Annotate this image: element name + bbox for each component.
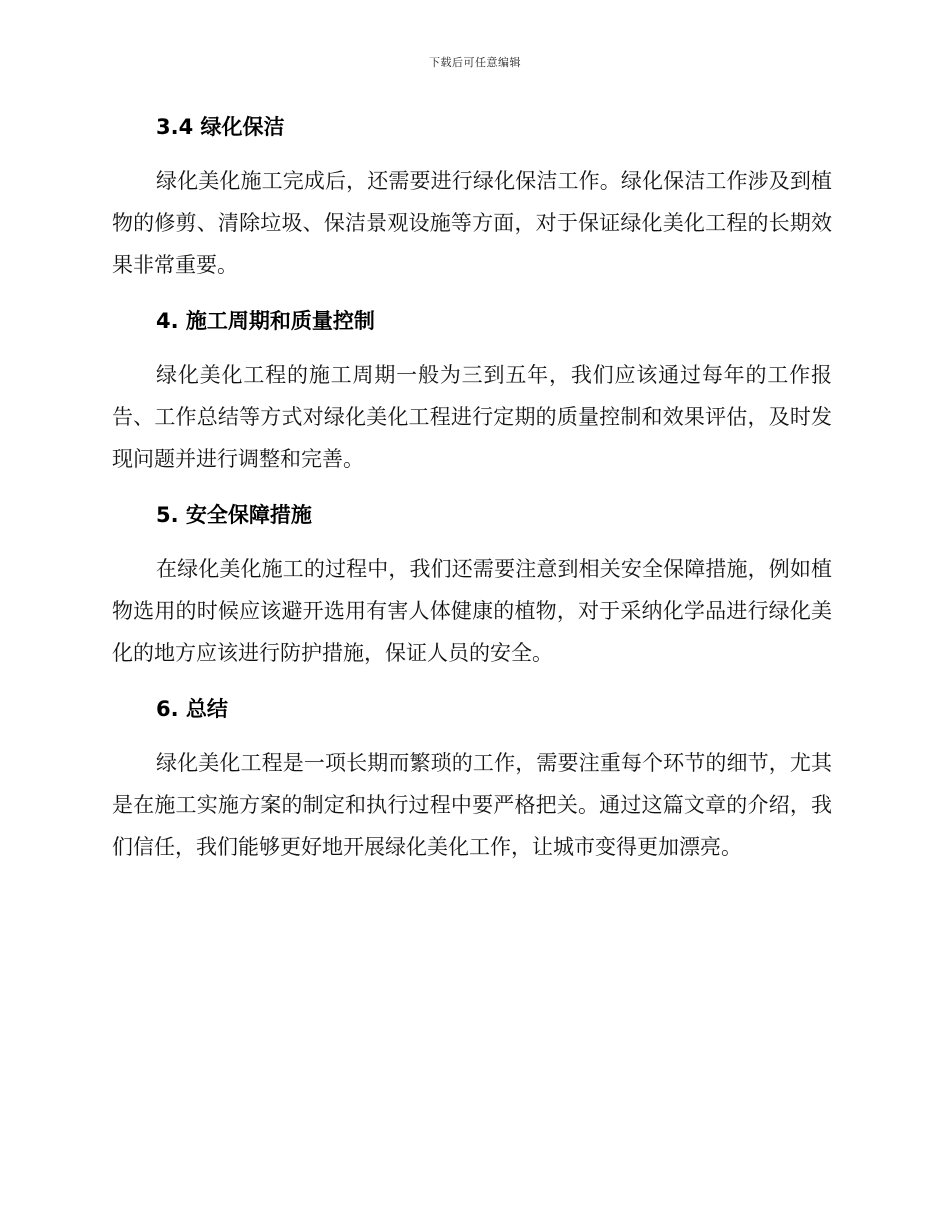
section-heading: 6. 总结 <box>156 697 228 721</box>
section-heading: 3.4 绿化保洁 <box>156 115 285 139</box>
section-greening-cleaning <box>112 108 832 286</box>
section-schedule-quality <box>112 302 832 480</box>
section-heading: 4. 施工周期和质量控制 <box>156 309 375 333</box>
page-header-note: 下载后可任意编辑 <box>429 56 521 69</box>
section-summary <box>112 690 832 868</box>
section-paragraph: 绿化美化工程的施工周期一般为三到五年，我们应该通过每年的工作报告、工作总结等方式对绿化美化工程进行定期的质量控制和效果评估，及时发现问题并进行调整和完善。 <box>112 363 832 471</box>
document-body <box>112 108 832 884</box>
section-paragraph: 绿化美化施工完成后，还需要进行绿化保洁工作。绿化保洁工作涉及到植物的修剪、清除垃圾、保洁景观设施等方面，对于保证绿化美化工程的长期效果非常重要。 <box>112 169 832 277</box>
section-paragraph: 绿化美化工程是一项长期而繁琐的工作，需要注重每个环节的细节，尤其是在施工实施方案的制定和执行过程中要严格把关。通过这篇文章的介绍，我们信任，我们能够更好地开展绿化美化工作，让城市变得更加漂亮。 <box>112 751 832 859</box>
section-safety-measures <box>112 496 832 674</box>
section-heading: 5. 安全保障措施 <box>156 503 312 527</box>
section-paragraph: 在绿化美化施工的过程中，我们还需要注意到相关安全保障措施，例如植物选用的时候应该避开选用有害人体健康的植物，对于采纳化学品进行绿化美化的地方应该进行防护措施，保证人员的安全。 <box>112 557 832 665</box>
